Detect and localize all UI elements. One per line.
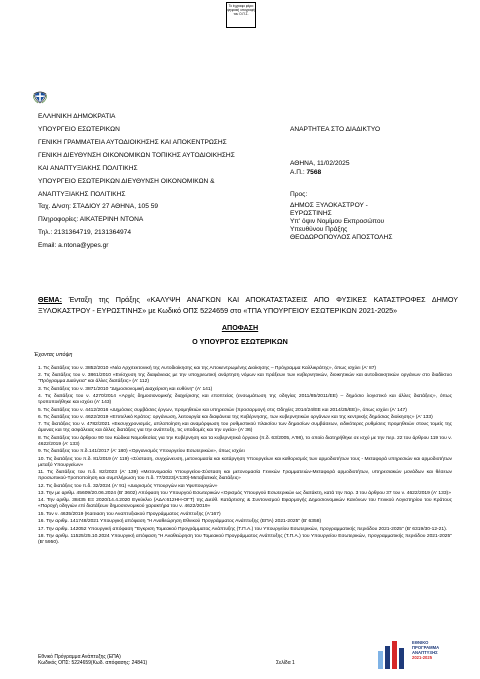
subject xyxy=(38,294,458,316)
list-item: 2. Τις διατάξεις του ν. 3861/2010 «Ενίσχυση της διαφάνειας με την υποχρεωτική ανάρτηση νόμων και πράξεων των κυβερνητικών, διοικητικών και αυτοδιοικητικών οργάνων στο διαδίκτυο "Πρόγραμμα Διαύγεια" και άλλες διατάξεις» (Α' 112) xyxy=(38,373,452,385)
header-line-3: ΓΕΝΙΚΗ ΓΡΑΜΜΑΤΕΙΑ ΑΥΤΟΔΙΟΙΚΗΣΗΣ ΚΑΙ ΑΠΟΚΕΝΤΡΩΣΗΣ xyxy=(38,139,227,146)
footer xyxy=(38,654,147,667)
logo-line-1: ΕΘΝΙΚΟ xyxy=(412,640,429,645)
recipient-line-4: Υπευθύνου Πράξης xyxy=(290,226,348,233)
logo-line-4: 2021-2025 xyxy=(412,655,433,660)
list-item: 3. Τις διατάξεις του ν. 3871/2010 "Δημοσιονομική Διαχείριση και ευθύνη" (Α' 141) xyxy=(38,386,213,392)
decision-title: ΑΠΟΦΑΣΗ xyxy=(221,323,259,332)
header-line-6: ΥΠΟΥΡΓΕΙΟ ΕΣΩΤΕΡΙΚΩΝ ΔΙΕΥΘΥΝΣΗ ΟΙΚΟΝΟΜΙΚΩΝ & xyxy=(38,178,215,185)
list-item: 14. Την αριθμ. 38435 ΕΞ 2020/14.4.2020 Εγκύκλιο (ΑΔΑ:612ΗΗ-ΟΓΤ) της Διεύθ. Κατάρτισης & Συντονισμού Εφαρμογής Δημοσιονομικών Κανόνων του Γενικού Λογιστηρίου του Κράτους «Παροχή οδηγιών επί διατάξεων δημοσιονομικού χαρακτήρα του ν. 4622/2019» xyxy=(38,498,452,510)
stamp-text: Το έγγραφο φέρει ψηφιακή υπογραφή του Ο.Π.Σ. xyxy=(227,4,255,16)
logo-line-3: ΑΝΑΠΤΥΞΗΣ xyxy=(412,650,438,655)
recipient-line-1: ΔΗΜΟΣ ΞΥΛΟΚΑΣΤΡΟΥ - xyxy=(290,202,368,209)
considerations-list xyxy=(38,366,452,547)
list-item: 15. Τον ν. 4635/2019 (Καιτιαση του Αναπτυξιακού Προγράμματος Ανάπτυξης (Α'167) xyxy=(38,511,221,517)
greek-coat-of-arms-icon xyxy=(32,88,48,104)
recipient-line-5: ΘΕΟΔΩΡΟΠΟΥΛΟΣ ΑΠΟΣΤΟΛΗΣ xyxy=(290,234,393,241)
list-item: 17. Την αριθμ. 142052 Υπουργική απόφαση "Έγκριση Τομεακού Προγράμματος Ανάπτυξης (Τ.Π.Α.) του Υπουργείου Εσωτερικών, προγραμματικής περιόδου 2021-2025" (Β' 6319/30-12-21). xyxy=(38,526,448,532)
list-item: 4. Τις διατάξεις του ν. 4270/2014 «Αρχές δημοσιονομικής διαχείρισης και εποπτείας (ενσωμάτωση της οδηγίας 2011/85/2011/ΕΕ) – δημόσιο λογιστικό και άλλες διατάξεις», όπως τροποποιήθηκε και ισχύει (Α' 143) xyxy=(38,394,452,406)
list-item: 5. Τις διατάξεις του ν. 4412/2016 «Δημόσιες συμβάσεις έργων, προμηθειών και υπηρεσιών (προσαρμογή στις Οδηγίες 2014/24/ΕΕ και 2014/25/ΕΕ)», όπως ισχύει (Α' 147) xyxy=(38,407,407,413)
to-label: Προς: xyxy=(290,191,308,198)
header-line-7: ΑΝΑΠΤΥΞΙΑΚΗΣ ΠΟΛΙΤΙΚΗΣ xyxy=(38,191,126,198)
protocol-label: Α.Π.: xyxy=(290,169,305,176)
phone: Τηλ.: 2131364719, 2131364974 xyxy=(38,229,132,236)
address: Ταχ. Δ/νση: ΣΤΑΔΙΟΥ 27 ΑΘΗΝΑ, 105 59 xyxy=(38,203,159,210)
considering-label: Έχοντας υπόψη xyxy=(34,352,73,358)
list-item: 6. Τις διατάξεις του ν. 4622/2019 «Επιτελικό Κράτος: οργάνωση, λειτουργία και διαφάνεια της Κυβέρνησης, των κυβερνητικών οργάνων και της κεντρικής δημόσιας διοίκησης» (Α' 133) xyxy=(38,415,433,421)
list-item: 10. Τις διατάξεις του π.δ. 81/2019 (Α' 119) «Σύσταση, συγχώνευση, μετονομασία και κατάργηση Υπουργείων και καθορισμός των αρμοδιοτήτων τους - Μεταφορά υπηρεσιών και αρμοδιοτήτων μεταξύ Υπουργείων» xyxy=(38,456,452,468)
list-item: 7. Τις διατάξεις του ν. 4782/2021 «Εκσυγχρονισμός, απλοποίηση και αναμόρφωση του ρυθμιστικού πλαισίου των δημοσίων συμβάσεων, ειδικότερες ρυθμίσεις προμηθειών στους τομείς της άμυνας και της ασφάλειας και άλλες διατάξεις για την ανάπτυξη, τις υποδομές και την υγεία» (Α' 36) xyxy=(38,422,452,434)
email: Email: a.ntona@ypes.gr xyxy=(38,242,109,249)
header-line-1: ΕΛΛΗΝΙΚΗ ΔΗΜΟΚΡΑΤΙΑ xyxy=(38,113,116,120)
epa-program-logo-icon xyxy=(376,637,410,671)
list-item: 16. Την αριθμ. 141748/2021 Υπουργική απόφαση "Η Αναθεώρηση Εθνικού Προγράμματος Ανάπτυξης (ΕΠΑ) 2021-2025" (Β' 6358) xyxy=(38,519,322,525)
list-item: 18. Την αριθμ. 11525/25.10.2024 Υπουργική απόφαση "Η Αναθεώρηση του Τομεακού Προγράμματος Ανάπτυξης (Τ.Π.Α.) του Υπουργείου Εσωτερικών, προγραμματικής περιόδου 2021-2025" (Β' 5950). xyxy=(38,533,452,546)
document-date: ΑΘΗΝΑ, 11/02/2025 xyxy=(290,160,350,167)
contact-info: Πληροφορίες: ΑΙΚΑΤΕΡΙΝΗ ΝΤΟΝΑ xyxy=(38,216,144,223)
posting-notice: ΑΝΑΡΤΗΤΕΑ ΣΤΟ ΔΙΑΔΙΚΤΥΟ xyxy=(290,126,381,133)
list-item: 9. Τις διατάξεις του π.δ.141/2017 (Α' 180) «Οργανισμός Υπουργείου Εσωτερικών», όπως ισχύει xyxy=(38,449,245,455)
page-number: Σελίδα 1 xyxy=(276,660,295,666)
list-item: 1. Τις διατάξεις του ν. 3852/2010 «Νέα Αρχιτεκτονική της Αυτοδιοίκησης και της Αποκεντρωμένης Διοίκησης – Πρόγραμμα Καλλικράτης», όπως ισχύει (Α' 87) xyxy=(38,366,377,371)
decision-authority: Ο ΥΠΟΥΡΓΟΣ ΕΣΩΤΕΡΙΚΩΝ xyxy=(192,337,288,346)
list-item: 12. Τις διατάξεις του π.δ. 32/2024 (Α' 91) «Διορισμός Υπουργών και Υφυπουργών» xyxy=(38,483,218,489)
subject-text: Ένταξη της Πράξης «ΚΑΛΥΨΗ ΑΝΑΓΚΩΝ ΚΑΙ ΑΠΟΚΑΤΑΣΤΑΣΕΙΣ ΑΠΟ ΦΥΣΙΚΕΣ ΚΑΤΑΣΤΡΟΦΕΣ ΔΗΜΟΥ ΞΥΛΟΚΑΣΤΡΟΥ - ΕΥΡΩΣΤΙΝΗΣ» με Κωδικό ΟΠΣ 5224659 στο «ΤΠΑ ΥΠΟΥΡΓΕΙΟΥ ΕΣΩΤΕΡΙΚΩΝ 2021-2025» xyxy=(38,295,458,315)
recipient-line-3: Υπ' όψιν Νομίμου Εκπροσώπου xyxy=(290,218,385,225)
digital-signature-stamp xyxy=(226,2,256,28)
recipient-line-2: ΕΥΡΩΣΤΙΝΗΣ xyxy=(290,210,332,217)
subject-label: ΘΕΜΑ: xyxy=(38,295,62,304)
list-item: 13. Την με αριθμ. 45609/20.06.2024 (Β' 3602) Απόφαση του Υπουργού Εσωτερικών «Ορισμός Υπουργού Εσωτερικών ως διατάκτη, κατά την παρ. 3 του άρθρου 37 του ν. 4622/2019 (Α' 133)» xyxy=(38,490,451,496)
list-item: 11. Τις διατάξεις του π.δ. 82/2023 (Α' 139) «Μετονομασία Υπουργείου-Σύσταση και μετονομασία Γενικών Γραμματειών-Μεταφορά αρμοδιοτήτων, υπηρεσιακών μονάδων και θέσεων προσωπικού-Τροποποίηση και συμπλήρωση του π.δ. 77/2023(Α'130)-Μεταβατικές διατάξεις» xyxy=(38,470,452,482)
header-line-2: ΥΠΟΥΡΓΕΙΟ ΕΣΩΤΕΡΙΚΩΝ xyxy=(38,126,120,133)
protocol-number xyxy=(290,169,321,177)
logo-line-2: ΠΡΟΓΡΑΜΜΑ xyxy=(412,645,440,650)
header-line-5: ΚΑΙ ΑΝΑΠΤΥΞΙΑΚΗΣ ΠΟΛΙΤΙΚΗΣ xyxy=(38,165,138,172)
footer-program: Εθνικό Πρόγραμμα Ανάπτυξης (ΕΠΑ) xyxy=(38,654,121,660)
list-item: 8. Τις διατάξεις του άρθρου 90 του Κώδικα Νομοθεσίας για την Κυβέρνηση και τα κυβερνητικά όργανα (π.δ. 63/2005, Α'98), το οποίο διατηρήθηκε σε ισχύ με την περ. 22 του άρθρου 119 του ν. 4622/2019 (Α' 133) xyxy=(38,435,452,447)
epa-program-logo xyxy=(376,637,448,671)
header-line-4: ΓΕΝΙΚΗ ΔΙΕΥΘΥΝΣΗ ΟΙΚΟΝΟΜΙΚΩΝ ΤΟΠΙΚΗΣ ΑΥΤΟΔΙΟΙΚΗΣΗΣ xyxy=(38,152,235,159)
footer-code: Κωδικός ΟΠΣ: 5224659(Κωδ. απόφασης: 24841) xyxy=(38,660,148,667)
protocol-value: 7568 xyxy=(306,169,322,176)
